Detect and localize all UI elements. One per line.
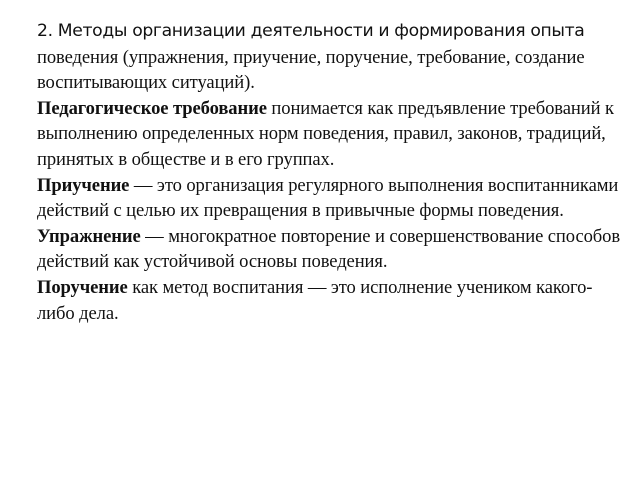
intro-rest: поведения (упражнения, приучение, поручение, требование, создание воспитывающих ситуаций). bbox=[37, 46, 585, 94]
definition-pedagogical-requirement bbox=[37, 96, 627, 173]
definition-term: Приучение bbox=[37, 174, 130, 196]
definition-term: Поручение bbox=[37, 276, 128, 298]
slide-text bbox=[37, 18, 627, 326]
definition-habituation bbox=[37, 173, 627, 224]
definition-term: Педагогическое требование bbox=[37, 97, 267, 119]
intro-heading: 2. Методы организации деятельности и формирования опыта bbox=[37, 21, 585, 41]
definition-text: — это организация регулярного выполнения воспитанниками действий с целью их превращения в привычные формы поведения. bbox=[37, 174, 619, 222]
definition-exercise bbox=[37, 224, 627, 275]
definition-term: Упражнение bbox=[37, 225, 141, 247]
definition-text: понимается как предъявление требований к выполнению определенных норм поведения, правил, законов, традиций, принятых в обществе и в его группах. bbox=[37, 97, 614, 170]
definition-text: — многократное повторение и совершенствование способов действий как устойчивой основы поведения. bbox=[37, 225, 621, 273]
definition-assignment bbox=[37, 275, 627, 326]
definition-text: как метод воспитания — это исполнение учеником какого-либо дела. bbox=[37, 276, 593, 324]
intro-paragraph bbox=[37, 18, 627, 96]
